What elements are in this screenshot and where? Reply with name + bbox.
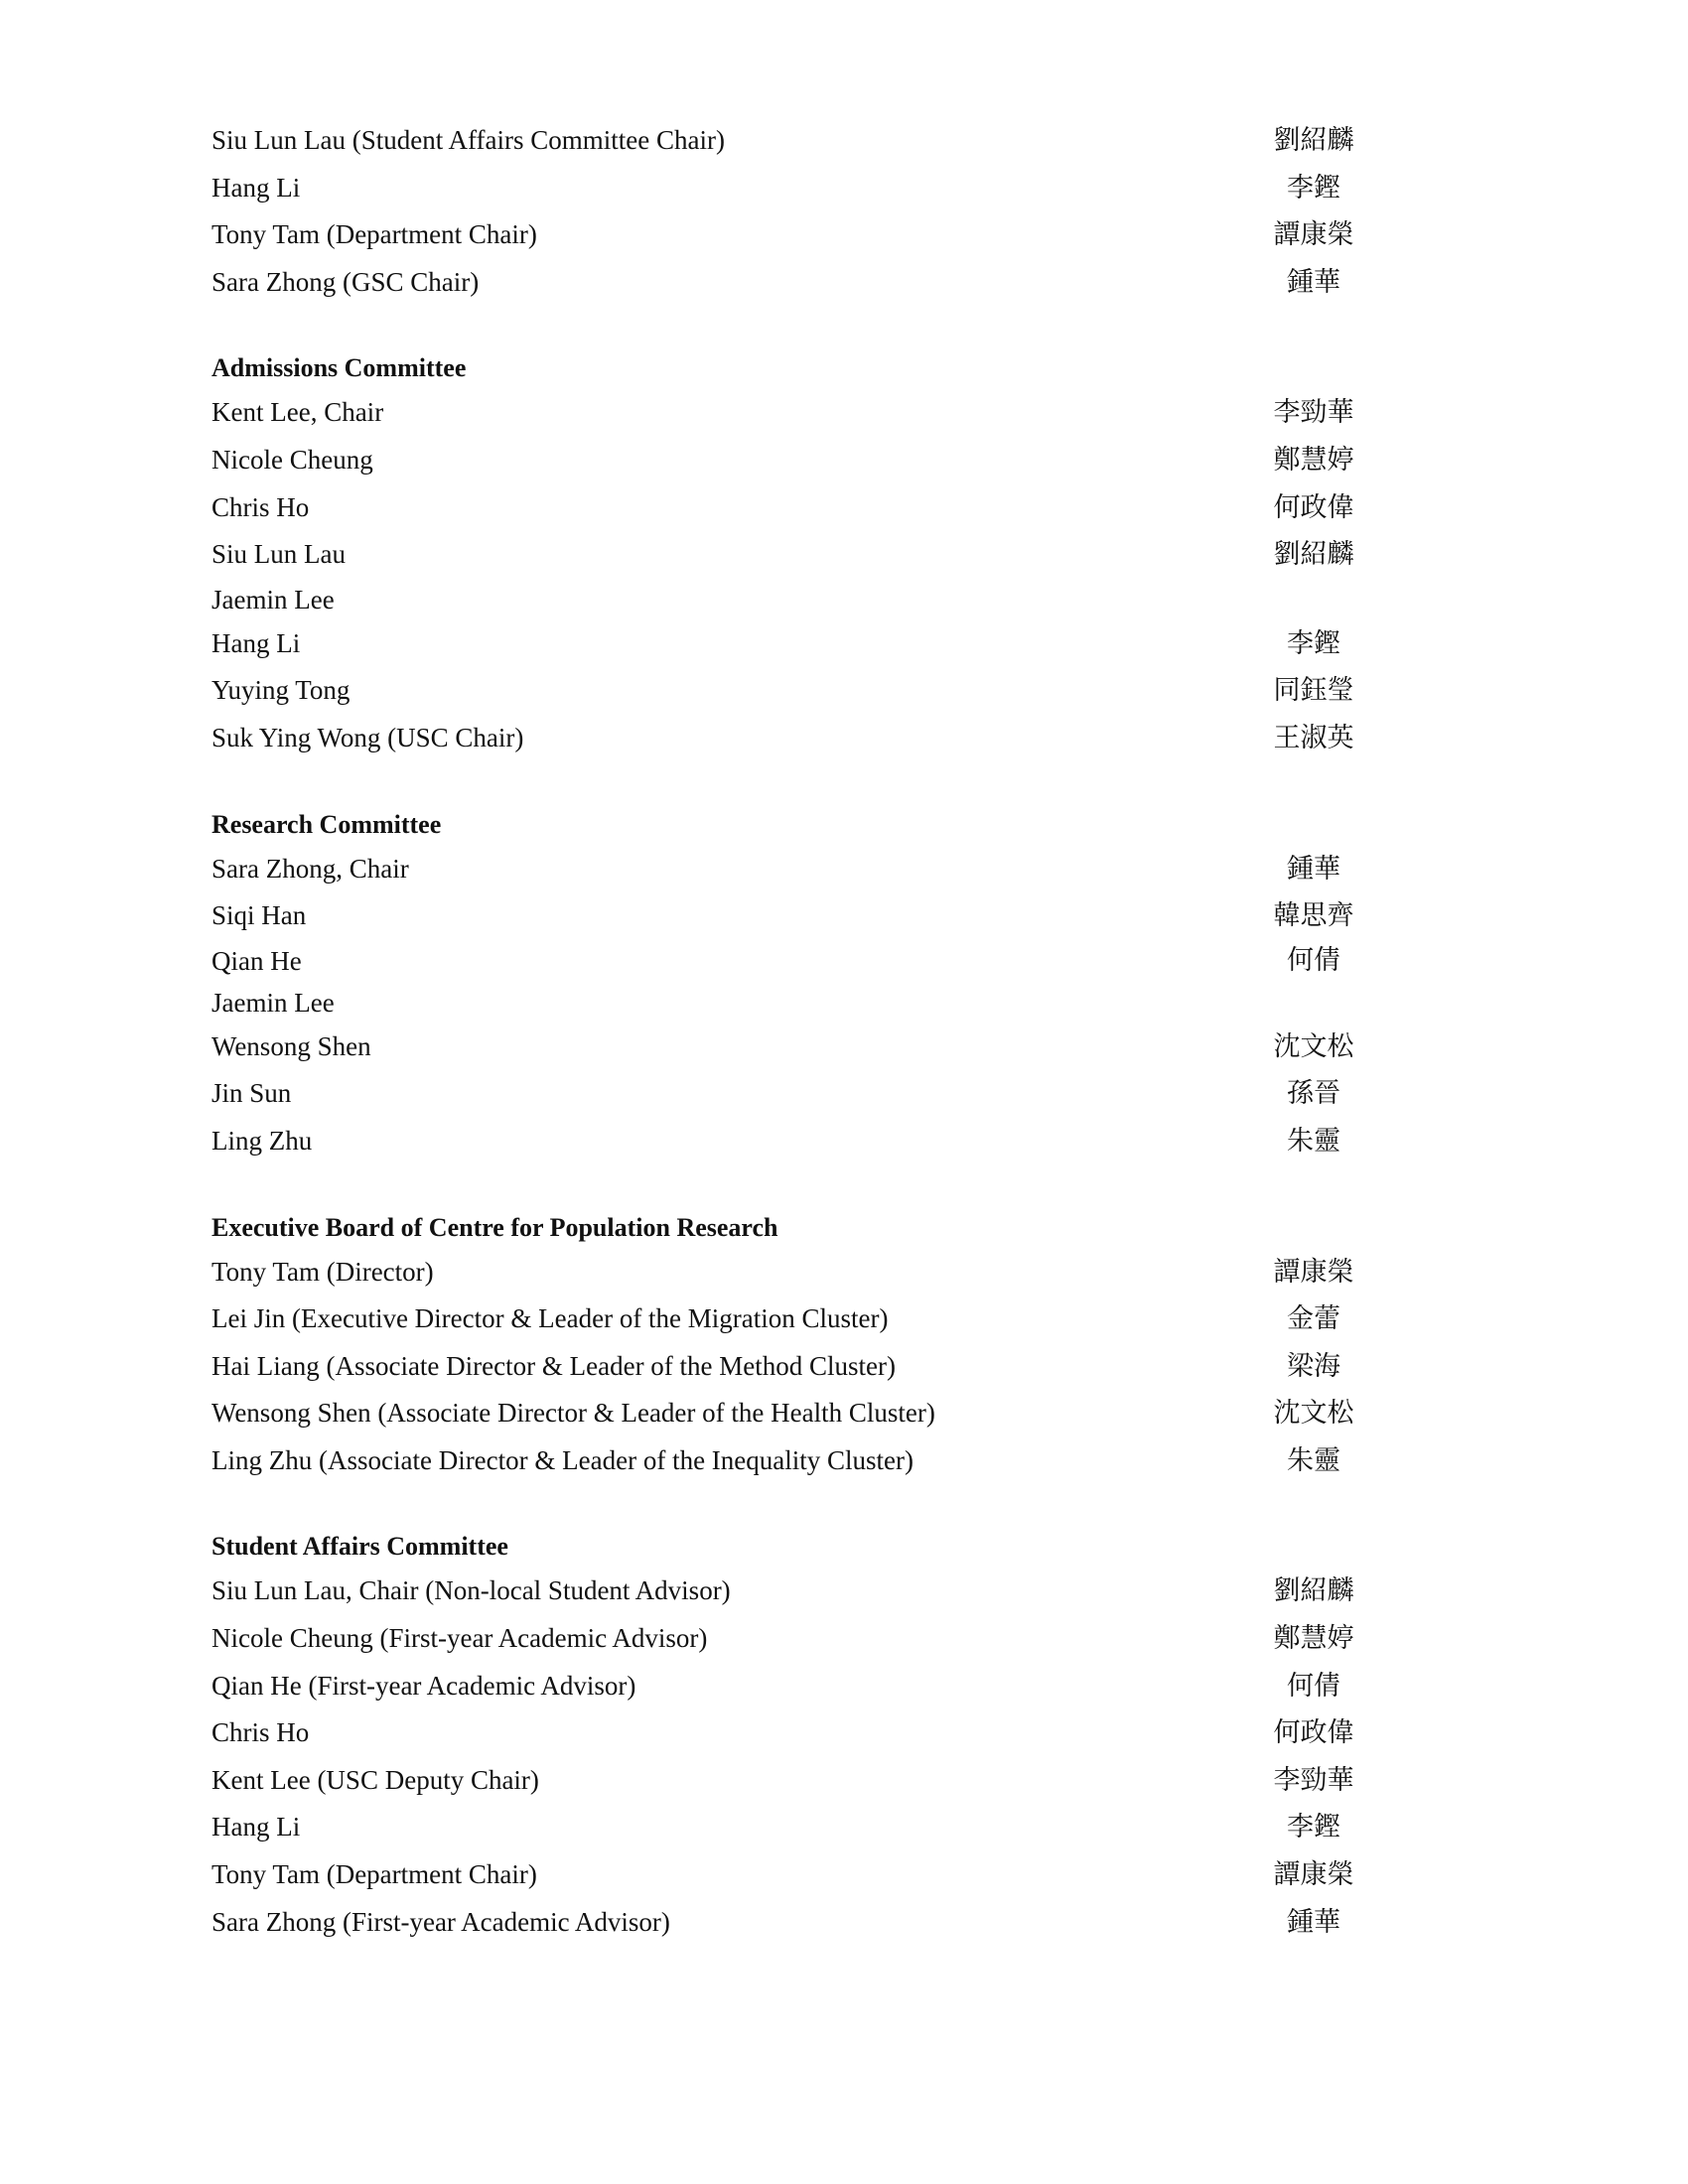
member-chinese-name: 何倩 [1287,1670,1340,1702]
member-chinese-name: 何政偉 [1273,1717,1354,1749]
member-name: Siu Lun Lau (Student Affairs Committee Chair) [211,125,725,155]
member-name: Lei Jin (Executive Director & Leader of the Migration Cluster) [211,1303,889,1334]
member-row [211,1568,1383,1615]
member-chinese-name: 孫晉 [1287,1078,1340,1110]
member-name: Qian He [211,945,302,976]
member-row [211,1437,1383,1485]
member-name: Tony Tam (Department Chair) [211,1859,537,1890]
member-name: Chris Ho [211,491,310,522]
member-row [211,620,1383,668]
member-row [211,892,1383,940]
member-name: Wensong Shen [211,1030,371,1061]
member-row [211,667,1383,715]
member-chinese-name: 韓思齊 [1273,900,1354,932]
member-row [211,1296,1383,1343]
member-chinese-name: 劉紹麟 [1273,125,1354,156]
member-chinese-name: 譚康榮 [1273,1256,1354,1288]
member-name: Qian He (First-year Academic Advisor) [211,1670,636,1701]
member-name: Siu Lun Lau, Chair (Non-local Student Advisor) [211,1575,731,1606]
member-row [211,1070,1383,1118]
member-chinese-name: 沈文松 [1273,1030,1354,1062]
member-chinese-name: 李鏗 [1287,627,1340,659]
member-name: Nicole Cheung [211,444,373,475]
member-name: Jaemin Lee [211,987,335,1018]
member-row [211,437,1383,484]
member-row [211,211,1383,259]
member-name: Kent Lee, Chair [211,397,384,428]
member-row [211,1024,1383,1071]
member-name: Ling Zhu (Associate Director & Leader of the Inequality Cluster) [211,1444,914,1475]
member-name: Sara Zhong, Chair [211,853,409,884]
member-row [211,1709,1383,1757]
member-row [211,1663,1383,1710]
member-row [211,484,1383,532]
section-student-affairs-committee [211,1528,1383,1946]
member-chinese-name: 何政偉 [1273,491,1354,523]
document-page [211,117,1383,1989]
member-row [211,940,1383,982]
member-chinese-name: 鍾華 [1287,853,1340,885]
member-row [211,1757,1383,1805]
section-heading: Research Committee [211,809,442,839]
member-name: Kent Lee (USC Deputy Chair) [211,1764,539,1795]
member-name: Siu Lun Lau [211,539,346,570]
member-chinese-name: 王淑英 [1273,722,1354,753]
member-row [211,715,1383,762]
member-row [211,1615,1383,1663]
member-row [211,165,1383,212]
member-name: Suk Ying Wong (USC Chair) [211,722,524,752]
member-name: Sara Zhong (GSC Chair) [211,266,480,297]
member-name: Ling Zhu [211,1125,313,1156]
member-name: Sara Zhong (First-year Academic Advisor) [211,1906,670,1937]
member-chinese-name: 李鏗 [1287,1812,1340,1843]
member-chinese-name: 李鏗 [1287,172,1340,204]
member-row [211,1343,1383,1391]
member-name: Tony Tam (Director) [211,1256,434,1287]
member-name: Hang Li [211,627,301,658]
member-name: Hang Li [211,172,301,203]
member-row [211,1390,1383,1437]
member-chinese-name: 朱靈 [1287,1125,1340,1157]
member-chinese-name: 梁海 [1287,1350,1340,1382]
member-row [211,1899,1383,1947]
member-chinese-name: 譚康榮 [1273,219,1354,251]
member-chinese-name: 譚康榮 [1273,1859,1354,1891]
member-row [211,389,1383,437]
section-heading: Admissions Committee [211,353,467,383]
member-chinese-name: 金蕾 [1287,1303,1340,1335]
member-chinese-name: 同鈺瑩 [1273,675,1354,707]
member-row [211,531,1383,579]
member-chinese-name: 李勁華 [1273,1764,1354,1796]
section-admissions-committee [211,349,1383,761]
member-chinese-name: 鍾華 [1287,266,1340,298]
member-chinese-name: 鍾華 [1287,1906,1340,1938]
member-row [211,579,1383,620]
member-chinese-name: 鄭慧婷 [1273,1623,1354,1655]
member-row [211,1804,1383,1851]
member-name: Jin Sun [211,1078,292,1109]
member-row [211,1851,1383,1899]
member-name: Wensong Shen (Associate Director & Leader of the Health Cluster) [211,1398,935,1429]
member-name: Hai Liang (Associate Director & Leader of the Method Cluster) [211,1350,897,1381]
member-chinese-name: 何倩 [1287,944,1340,976]
member-row [211,1249,1383,1297]
member-chinese-name: 朱靈 [1287,1444,1340,1476]
member-name: Siqi Han [211,900,307,931]
member-row [211,1118,1383,1165]
member-chinese-name: 鄭慧婷 [1273,444,1354,476]
member-name: Chris Ho [211,1717,310,1748]
member-row [211,846,1383,893]
member-name: Yuying Tong [211,675,351,706]
member-row [211,117,1383,165]
member-chinese-name: 李勁華 [1273,397,1354,429]
member-name: Nicole Cheung (First-year Academic Advisor) [211,1623,708,1654]
section-research-committee [211,806,1383,1165]
section-continued-members [211,117,1383,306]
member-name: Tony Tam (Department Chair) [211,219,537,250]
section-executive-board [211,1209,1383,1485]
member-chinese-name: 劉紹麟 [1273,539,1354,571]
member-chinese-name: 劉紹麟 [1273,1575,1354,1607]
member-row [211,259,1383,307]
member-chinese-name: 沈文松 [1273,1398,1354,1430]
section-heading: Executive Board of Centre for Population Research [211,1212,778,1242]
member-row [211,982,1383,1024]
member-name: Hang Li [211,1812,301,1843]
member-name: Jaemin Lee [211,584,335,614]
section-heading: Student Affairs Committee [211,1532,508,1562]
